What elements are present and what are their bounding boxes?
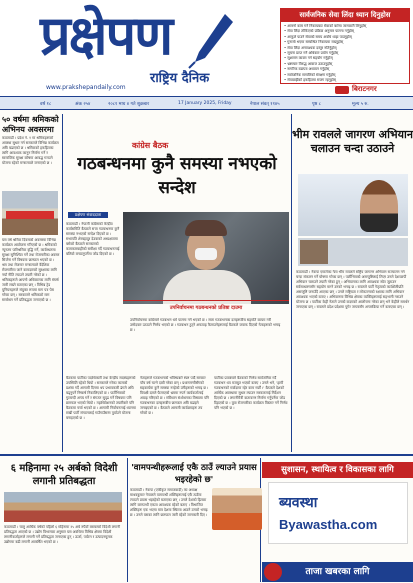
page-count: पृष्ठ ८ [312,102,321,107]
face-mask [195,248,217,260]
nepali-date: २०८१ माघ ४ गते शुक्रबार [108,102,150,107]
main-story-kicker: कांग्रेस बैठक [132,141,169,150]
pull-quote-text: उपनिर्वाचनमा कांग्रेसले गठबन्धन धर्म पालना गर्ने भएको छ । सत्ता गठबन्धनका दलहरूबीच सहमति कायम गरी उम्मेदवार उठाउने निर्णय भएको छ । गठबन्धन टुट्ने अफवाह फैलाउनेहरूलाई बैठकले जवाफ दिएको नेताहरूको भनाइ छ । [130,318,281,332]
left-story-photo [2,191,58,235]
notice-item: • सेवा लिंदा तोकिएको प्रक्रिया अनुसार पालना गर्नुहोस् [284,29,354,34]
portrait [360,180,398,232]
newspaper-subtitle: राष्ट्रिय दैनिक [150,71,210,86]
notice-item: • नागरिक बडापत्र अध्ययन गर्नुहोस् [284,67,330,72]
main-story-lead: काठमाडौं । नेपाली कांग्रेसको केन्द्रीय कार्यसमिति बैठकले सत्ता गठबन्धनमा कुनै समस्या नभएको सन्देश दिएको छ । सभापति शेरबहादुर देउवाको अध्यक्षतामा बसेको बैठकले सरकारको कामकारबाहीको समीक्षा गर्दै गठबन्धनलाई बलियो बनाउनुपर्नेमा जोड दिएको छ । [66,222,120,256]
notice-item: • सार्वजनिक सम्पत्तिको संरक्षण गर्नुहोस् [284,72,336,77]
right-story-photo [298,174,408,236]
right-story-body: काठमाडौं । नेकपा एमालेका नेता भीम रावलले राष्ट्रिय जागरण अभियान सञ्चालन गर्न चन्दा संकलन गर्ने घोषणा गरेका छन् । पार्टीभित्रको असन्तुष्टिलाई लिएर उनले देशव्यापी अभियान चलाउने तयारी गरेका हुन् । अभियानका लागि आवश्यक स्रोत जुटाउन सर्वसाधारणसँग सहयोग माग्ने उनको भनाइ छ । रावलले पार्टी नेतृत्वको कार्यशैलीप्रति असन्तुष्टि जनाउँदै आएका छन् । उनले राष्ट्रियता र लोकतन्त्रको रक्षाका लागि अभियान आवश्यक भएको बताए । अभियानमा विभिन्न क्षेत्रका व्यक्तिहरूलाई सहभागी गराउने योजना छ । पार्टीका केही नेताले उनको कदमको आलोचना गरेका छन् भने केहीले समर्थन जनाएका छन् । रावलले प्रदेश प्रदेशमा पुगेर जनतासँग अन्तरक्रिया गर्ने बताएका छन् । [296,270,410,309]
volume: वर्ष १८ [40,102,52,107]
pen-icon [185,10,237,70]
english-date: 17 January 2025, Friday [178,101,232,106]
notice-item: • आफूले पाउने सेवाको समय अवधि थाहा पाउनुहोस् [284,34,352,39]
main-story-col2: नेताहरूले गठबन्धनको भविष्यबारे स्पष्ट पार्दै सरकार पाँच वर्ष चल्ने दाबी गरेका छन् । प्रधानमन्त्रीसँगको सहकार्यमा कुनै समस्या नरहेको उनीहरूको भनाइ छ । विपक्षी दलले फैलाएको भ्रममा नपर्न कार्यकर्तालाई आग्रह गरिएको छ । संविधान संशोधनका विषयमा पनि गठबन्धनका दलहरूबीच छलफल अघि बढाइने जनाइएको छ । बैठकले आगामी कार्यक्रमहरू तय गरेको छ । [140,376,209,415]
foreign-investment-body: काठमाडौं । चालु आर्थिक वर्षको पहिलो ६ महिनामा २५ अर्ब रुपैयाँ बराबरको विदेशी लगानी प्रतिबद्धता आएको छ । उद्योग विभागका अनुसार यस अवधिमा विभिन्न क्षेत्रमा विदेशी लगानीकर्ताहरूले लगानी गर्ने प्रतिबद्धता जनाएका हुन् । ऊर्जा, पर्यटन र उत्पादनमूलक उद्योगमा बढी लगानी आकर्षित भएको छ । [4,525,121,544]
pull-quote-title: उपनिर्वाचनमा गठबन्धनको प्रतिष्ठा दाउमा [169,305,243,311]
notice-title: सार्वजनिक सेवा लिंदा ध्यान दिनुहोस [281,9,409,22]
notice-item: • गुनासो भएमा सम्बन्धित निकायमा राख्नुहोस् [284,40,344,45]
issue-number: अंक २५४ [75,102,91,107]
website-url[interactable]: www.prakshepandaily.com [46,84,126,91]
right-story [292,114,413,458]
column-divider [127,458,128,582]
masthead [0,0,413,96]
main-story-photo [123,212,289,304]
section-divider [0,454,413,456]
right-story-headline[interactable]: भीम रावलले जागरण अभियान चलाउन चन्दा उठाउने [292,128,413,155]
latest-news-banner[interactable]: ताजा खबरका लागि [262,562,413,582]
notice-list [281,22,409,85]
newspaper-logo[interactable]: प्रक्षेपण [40,4,172,67]
main-story-col3: पार्टीका प्रवक्ताले बैठकको निर्णय सार्वजनिक गर्दै गठबन्धन थप मजबुत भएको बताए । उनले भने, 'हामी गठबन्धनको मर्यादामा रहेर काम गर्छौं ।' बैठकले देशको आर्थिक अवस्थामा सुधार ल्याउन सरकारलाई निर्देशन दिएको छ । लगानीमैत्री वातावरण निर्माण गर्नुपर्नेमा जोड दिइएको छ । युवा रोजगारीका कार्यक्रम विस्तार गर्ने निर्णय पनि भएको छ । [214,376,288,410]
byawastha-logo: ब्यवस्था [279,495,318,511]
leftist-unity-headline[interactable]: 'वामपन्थीहरूलाई एकै ठाउँ ल्याउने प्रयास भइरहेको छ' [131,463,257,485]
notice-item: • सेवाग्राहीको हकहितमा सजग रहनुहोस् [284,78,336,83]
byawastha-ad[interactable] [268,482,408,544]
nepal-samvat: नेपाल संवत् ११४५ [250,102,280,107]
person-body [163,270,251,304]
leftist-unity-photo [212,488,262,530]
notice-item: • भ्रष्टाचार विरुद्ध आवाज उठाउनुहोस् [284,61,333,66]
inset-photo [300,240,328,264]
main-story-headline[interactable]: गठबन्धनमा कुनै समस्या नभएको सन्देश [77,154,277,198]
notice-item: • सुशासन कायम गर्न सहयोग गर्नुहोस् [284,56,333,61]
notice-item: • सूचना प्राप्त गर्ने अधिकार प्रयोग गर्नुहोस् [284,51,339,56]
notice-item: • आफ्नो काम गर्ने निकायबाट सेवाको बारेमा जानकारी लिनुहोस् [284,24,367,28]
foreign-investment-photo [4,492,122,522]
news-icon [264,563,282,581]
price: मूल्य ५ रु. [352,102,369,107]
main-story-byline: प्रक्षेपण संवाददाता [68,212,108,218]
left-story [2,114,60,454]
notice-item: • सेवा लिंदा अनावश्यक दस्तुर नतिर्नुहोस् [284,45,337,50]
notice-footer: बिराटनगर [352,85,377,93]
banner-image [6,211,54,219]
person-cap [185,220,227,236]
right-story-inset [298,238,408,266]
public-notice-box [280,8,410,84]
left-story-headline[interactable]: ५० वर्षमा श्रमिकको अभिनय अवसरमा [2,114,59,134]
governance-ad-banner[interactable]: सुशासन, स्थायित्व र विकासका लागि [262,462,413,478]
foreign-investment-headline[interactable]: ६ महिनामा २५ अर्बको विदेशी लगानी प्रतिबद्धता [10,463,118,487]
main-story-col1: बैठकमा पार्टीका पदाधिकारी तथा केन्द्रीय सदस्यहरूको उपस्थिति रहेको थियो । सरकारले गरेका कामको प्रशंसा गर्दै आगामी दिनमा थप प्रभावकारी ढंगले अघि बढ्नुपर्ने निष्कर्ष निकालिएको छ । पार्टीभित्रको गुटबन्दी अन्त्य गर्ने र संगठन सुदृढ गर्ने विषयमा पनि छलफल भएको थियो । महाधिवेशनको तयारीबारे पनि बैठकमा चर्चा भएको छ । आगामी निर्वाचनलाई ध्यानमा राखी पार्टी संगठनलाई गाउँगाउँसम्म पुर्याउने योजना बनाइएको छ । [66,376,136,420]
leftist-unity-body: काठमाडौं । नेकपा (एकीकृत समाजवादी) का अध्यक्ष माधवकुमार नेपालले वामपन्थी शक्तिहरूलाई एकै ठाउँमा ल्याउने प्रयास भइरहेको बताएका छन् । उनले देशको हितका लागि वामपन्थी एकता आवश्यक रहेको बताए । विभाजित शक्तिहरू एक भएमा मात्र देशमा स्थिरता आउने उनको भनाइ छ । उनले यसका लागि छलफल जारी रहेको जानकारी दिए । [130,488,208,517]
column-divider [62,114,63,452]
byawastha-url[interactable]: Byawastha.com [279,517,378,532]
left-story-body: यस वर्ष श्रमिक दिवसको अवसरमा विभिन्न कार्यक्रम आयोजना गरिएको छ । श्रमिकको न्यूनतम पारिश्रमिक वृद्धि गर्ने, कार्यस्थलमा सुरक्षा सुनिश्चित गर्ने तथा रोजगारीका अवसर सिर्जना गर्ने विषयमा छलफल भएको छ । श्रम तथा रोजगार मन्त्रालयले वैदेशिक रोजगारीमा जाने कामदारको सुरक्षाका लागि नयाँ नीति ल्याउने तयारी गरेको छ । श्रमिकहरूले आफ्नो अधिकारका लागि संघर्ष जारी राख्ने बताएका छन् । विभिन्न ट्रेड युनियनहरूले संयुक्त रूपमा माग पत्र पेस गरेका छन् । सरकारले श्रमिकको माग सम्बोधन गर्ने प्रतिबद्धता जनाएको छ । [2,238,60,302]
municipality-emblem-icon [335,86,349,94]
left-story-lead: काठमाडौं । प्रदेश नं. १ मा श्रमिकहरूको अवस्था सुधार गर्न सरकारले विभिन्न कार्यक्रम अघि बढाएको छ । श्रमिकको हकहितका लागि आवश्यक कानुन निर्माण गर्ने र सामाजिक सुरक्षा कोषमा आबद्ध गराउने योजना रहेको मन्त्रालयले जनाएको छ । [2,136,59,165]
dateline-bar [0,96,413,110]
